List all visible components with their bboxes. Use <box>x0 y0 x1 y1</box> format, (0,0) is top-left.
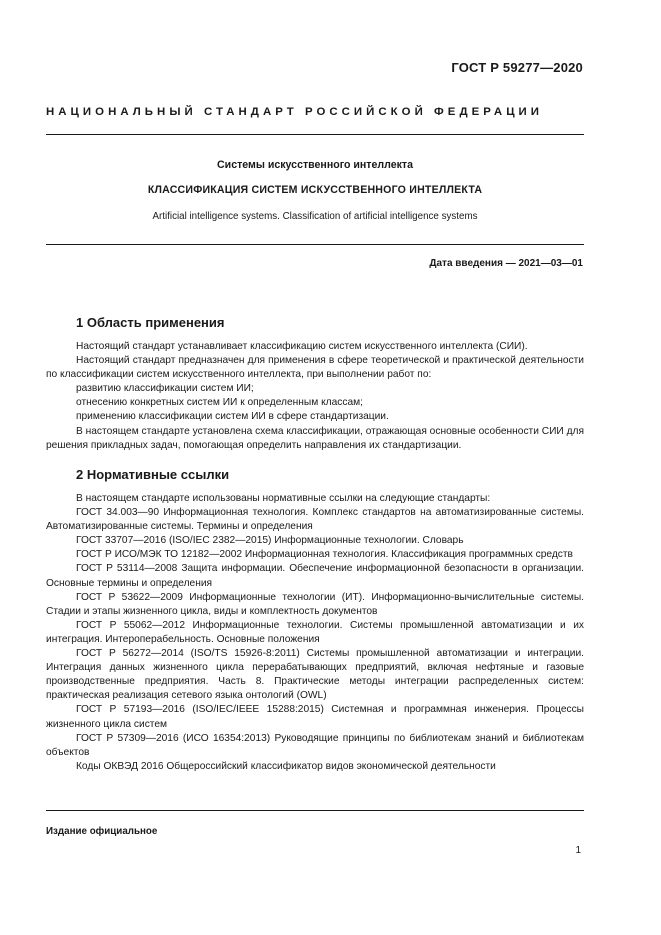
page-number: 1 <box>575 845 581 856</box>
section-1-list-item: развитию классификации систем ИИ; <box>76 383 254 395</box>
section-1-paragraph: Настоящий стандарт предназначен для применения в сфере теоретической и практической деятельности по классификации систем искусственного интеллекта, при выполнении работ по: <box>46 355 584 381</box>
standard-code: ГОСТ Р 59277—2020 <box>451 60 583 75</box>
document-subtitle: Системы искусственного интеллекта <box>217 159 413 171</box>
section-1-paragraph: Настоящий стандарт устанавливает классификацию систем искусственного интеллекта (СИИ). <box>76 341 528 352</box>
section-1-body <box>46 340 584 453</box>
normative-reference: ГОСТ Р ИСО/МЭК ТО 12182—2002 Информационная технология. Классификация программных средств <box>76 549 573 561</box>
introduction-date: Дата введения — 2021—03—01 <box>429 258 583 269</box>
normative-reference: ГОСТ Р 53622—2009 Информационные технологии (ИТ). Информационно-вычислительные системы. Стадии и этапы жизненного цикла, виды и комплектность документов <box>46 591 584 617</box>
normative-reference: ГОСТ Р 53114—2008 Защита информации. Обеспечение информационной безопасности в организации. Основные термины и определения <box>46 563 584 589</box>
section-1-list-item: отнесению конкретных систем ИИ к определенным классам; <box>76 397 363 409</box>
section-2-paragraph: В настоящем стандарте использованы нормативные ссылки на следующие стандарты: <box>76 493 491 504</box>
section-2-body <box>46 492 584 774</box>
normative-reference: ГОСТ 34.003—90 Информационная технология. Комплекс стандартов на автоматизированные системы. Автоматизированные системы. Термины и определения <box>46 507 584 533</box>
title-divider <box>46 244 584 245</box>
section-2-title: 2 Нормативные ссылки <box>76 467 230 482</box>
normative-reference: ГОСТ Р 57193—2016 (ISO/IEC/IEEE 15288:2015) Системная и программная инженерия. Процессы жизненного цикла систем <box>46 704 584 730</box>
document-title: КЛАССИФИКАЦИЯ СИСТЕМ ИСКУССТВЕННОГО ИНТЕЛЛЕКТА <box>147 184 483 196</box>
document-english-title: Artificial intelligence systems. Classification of artificial intelligence systems <box>152 211 478 222</box>
header-divider <box>46 134 584 135</box>
normative-reference: ГОСТ Р 55062—2012 Информационные технологии. Системы промышленной автоматизации и их интеграция. Интероперабельность. Основные положения <box>46 619 584 645</box>
normative-reference: ГОСТ Р 57309—2016 (ИСО 16354:2013) Руководящие принципы по библиотекам знаний и библиотекам объектов <box>46 732 584 758</box>
normative-reference: ГОСТ Р 56272—2014 (ISO/TS 15926-8:2011) Системы промышленной автоматизации и интеграции. Интеграция данных жизненного цикла перерабатывающих предприятий, включая нефтяные и газовые производственные предприятия. Часть 8. Практические методы интеграции распределенных систем: практическая реализация сетевого языка онтологий (OWL) <box>46 648 584 702</box>
footer-divider <box>46 810 584 811</box>
section-1-list-item: применению классификации систем ИИ в сфере стандартизации. <box>76 411 389 423</box>
normative-reference: Коды ОКВЭД 2016 Общероссийский классификатор видов экономической деятельности <box>76 760 496 772</box>
official-edition-note: Издание официальное <box>46 826 158 837</box>
section-1-paragraph: В настоящем стандарте установлена схема классификации, отражающая основные особенности СИИ для решения прикладных задач, помогающая определить направления их стандартизации. <box>46 425 584 451</box>
section-1-title: 1 Область применения <box>76 315 225 330</box>
normative-reference: ГОСТ 33707—2016 (ISO/IEC 2382—2015) Информационные технологии. Словарь <box>76 535 464 547</box>
national-standard-heading: НАЦИОНАЛЬНЫЙ СТАНДАРТ РОССИЙСКОЙ ФЕДЕРАЦИИ <box>46 106 544 118</box>
